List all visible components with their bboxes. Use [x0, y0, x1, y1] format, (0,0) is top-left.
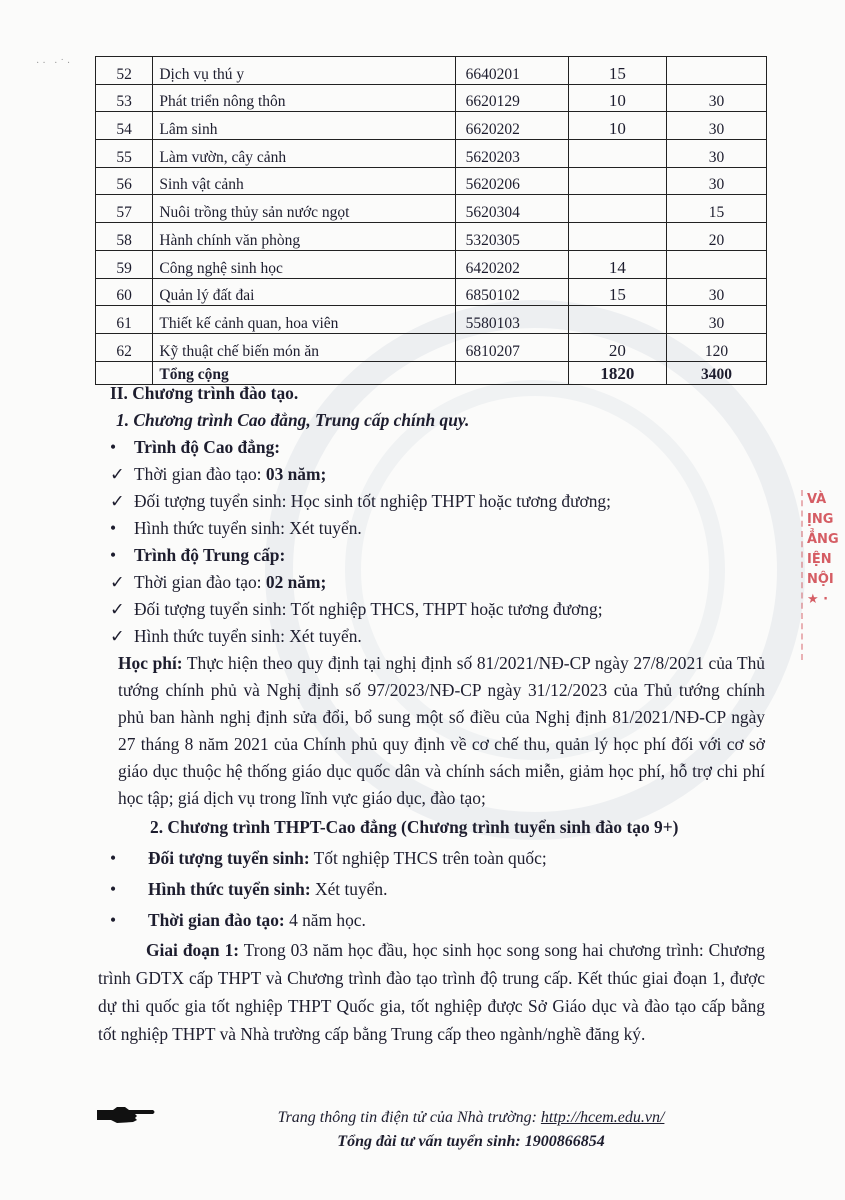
intermediate-quota-cell: 30 — [667, 84, 767, 112]
college-quota-cell: 15 — [568, 278, 666, 306]
program-code-cell: 6620202 — [455, 112, 568, 140]
college-quota-cell — [568, 195, 666, 223]
program-name-cell: Nuôi trồng thủy sản nước ngọt — [153, 195, 455, 223]
footer-hotline: Tổng đài tư vấn tuyển sinh: 1900866854 — [337, 1133, 605, 1150]
bullet-icon: • — [110, 518, 117, 538]
tuition-label: Học phí: — [118, 653, 183, 673]
check-item — [110, 623, 765, 650]
program-name-cell: Kỹ thuật chế biến món ăn — [153, 333, 455, 361]
program-code-cell: 5620206 — [455, 167, 568, 195]
table-row — [96, 140, 767, 168]
admissions-quota-table — [95, 56, 767, 385]
stamp-text: IỆN — [807, 552, 832, 567]
bullet-icon: • — [110, 437, 117, 457]
intermediate-form: Hình thức tuyển sinh: Xét tuyển. — [134, 626, 362, 646]
row-number-cell: 55 — [96, 140, 153, 168]
program2-time-label: Thời gian đào tạo: — [148, 910, 285, 930]
intermediate-quota-cell: 30 — [667, 167, 767, 195]
program-name-cell: Công nghệ sinh học — [153, 250, 455, 278]
section-heading: II. Chương trình đào tạo. — [110, 383, 299, 403]
college-quota-cell — [568, 306, 666, 334]
college-quota-cell: 20 — [568, 333, 666, 361]
program-code-cell: 6620129 — [455, 84, 568, 112]
program-code-cell: 5580103 — [455, 306, 568, 334]
stamp-star-icon: ★ · — [807, 592, 829, 607]
row-number-cell: 54 — [96, 112, 153, 140]
tuition-paragraph — [118, 650, 765, 812]
check-icon: ✓ — [110, 599, 125, 619]
row-number-cell: 56 — [96, 167, 153, 195]
page-footer — [95, 1106, 767, 1154]
table-row — [96, 223, 767, 251]
college-quota-cell: 10 — [568, 112, 666, 140]
program-name-cell: Phát triển nông thôn — [153, 84, 455, 112]
footer-website-line — [95, 1106, 767, 1130]
bullet-item — [110, 515, 765, 542]
intermediate-quota-cell — [667, 250, 767, 278]
program-code-cell: 6640201 — [455, 57, 568, 85]
intermediate-level-heading: Trình độ Trung cấp: — [134, 545, 286, 565]
table-row — [96, 57, 767, 85]
check-icon: ✓ — [110, 491, 125, 511]
subsection-heading-1: 1. Chương trình Cao đẳng, Trung cấp chính quy. — [116, 410, 470, 430]
intermediate-target: Đối tượng tuyển sinh: Tốt nghiệp THCS, THPT hoặc tương đương; — [134, 599, 603, 619]
intermediate-quota-cell: 15 — [667, 195, 767, 223]
intermediate-quota-cell: 30 — [667, 112, 767, 140]
scan-specks: ·· ·˙· — [36, 58, 74, 69]
bullet-icon: • — [110, 848, 117, 868]
program-code-cell: 6810207 — [455, 333, 568, 361]
row-number-cell: 52 — [96, 57, 153, 85]
college-quota-cell: 14 — [568, 250, 666, 278]
program-name-cell: Hành chính văn phòng — [153, 223, 455, 251]
college-target: Đối tượng tuyển sinh: Học sinh tốt nghiệp THPT hoặc tương đương; — [134, 491, 611, 511]
intermediate-quota-cell: 20 — [667, 223, 767, 251]
row-number-cell: 59 — [96, 250, 153, 278]
program2-form-label: Hình thức tuyển sinh: — [148, 879, 311, 899]
red-seal-stamp — [801, 490, 845, 660]
table-row — [96, 250, 767, 278]
intermediate-quota-cell: 30 — [667, 278, 767, 306]
table-row — [96, 84, 767, 112]
intermediate-time-label: Thời gian đào tạo: — [134, 572, 266, 592]
row-number-cell: 62 — [96, 333, 153, 361]
program-code-cell: 5320305 — [455, 223, 568, 251]
program-name-cell: Sinh vật cảnh — [153, 167, 455, 195]
pointing-hand-icon — [95, 1104, 157, 1126]
bullet-icon: • — [110, 545, 117, 565]
program-code-cell: 5620203 — [455, 140, 568, 168]
bullet-item — [110, 907, 765, 934]
program-name-cell: Thiết kế cảnh quan, hoa viên — [153, 306, 455, 334]
intermediate-quota-cell: 30 — [667, 306, 767, 334]
check-icon: ✓ — [110, 464, 125, 484]
bullet-icon: • — [110, 879, 117, 899]
check-item — [110, 488, 765, 515]
table-row — [96, 195, 767, 223]
check-item — [110, 569, 765, 596]
intermediate-quota-cell: 30 — [667, 140, 767, 168]
stamp-text: VÀ — [807, 492, 827, 507]
table-row — [96, 278, 767, 306]
college-quota-cell — [568, 167, 666, 195]
bullet-item — [110, 542, 765, 569]
row-number-cell: 57 — [96, 195, 153, 223]
program2-form-value: Xét tuyển. — [310, 879, 388, 899]
table-row — [96, 333, 767, 361]
tuition-text: Thực hiện theo quy định tại nghị định số 81/2021/NĐ-CP ngày 27/8/2021 của Thủ tướng chính phủ và Nghị định số 97/2023/NĐ-CP ngày 31/12/2023 của Thủ tướng chính phủ ban hành nghị định sửa đổi, bổ sung một số điều của Nghị định 81/2021/NĐ-CP ngày 27 tháng 8 năm 2021 của Chính phủ quy định về cơ chế thu, quản lý học phí đối với cơ sở giáo dục thuộc hệ thống giáo dục quốc dân và chính sách miễn, giảm học phí, hỗ trợ chi phí học tập; giá dịch vụ trong lĩnh vực giáo dục, đào tạo; — [118, 653, 765, 808]
program-name-cell: Lâm sinh — [153, 112, 455, 140]
college-time-label: Thời gian đào tạo: — [134, 464, 266, 484]
college-quota-cell: 15 — [568, 57, 666, 85]
table-row — [96, 167, 767, 195]
bullet-item — [110, 876, 765, 903]
bullet-icon: • — [110, 910, 117, 930]
footer-website-link[interactable]: http://hcem.edu.vn/ — [540, 1109, 665, 1126]
row-number-cell: 53 — [96, 84, 153, 112]
program-code-cell: 5620304 — [455, 195, 568, 223]
total-college-cell: 1820 — [568, 361, 666, 384]
college-level-heading: Trình độ Cao đẳng: — [134, 437, 281, 457]
stamp-text: ẲNG — [807, 532, 839, 547]
college-quota-cell — [568, 140, 666, 168]
check-item — [110, 461, 765, 488]
table-row — [96, 306, 767, 334]
college-time-value: 03 năm; — [265, 464, 327, 484]
college-quota-cell: 10 — [568, 84, 666, 112]
intermediate-quota-cell: 120 — [667, 333, 767, 361]
check-icon: ✓ — [110, 626, 125, 646]
total-intermediate-cell: 3400 — [667, 361, 767, 384]
program-code-cell: 6420202 — [455, 250, 568, 278]
check-icon: ✓ — [110, 572, 125, 592]
row-number-cell: 60 — [96, 278, 153, 306]
bullet-item — [110, 845, 765, 872]
stage-label: Giai đoạn 1: — [146, 940, 240, 960]
stage-paragraph — [98, 936, 765, 1048]
program2-target-label: Đối tượng tuyển sinh: — [148, 848, 310, 868]
stamp-text: NỘI — [807, 572, 834, 587]
college-quota-cell — [568, 223, 666, 251]
program2-target-value: Tốt nghiệp THCS trên toàn quốc; — [309, 848, 547, 868]
program-name-cell: Dịch vụ thú y — [153, 57, 455, 85]
total-label-cell: Tổng cộng — [153, 361, 455, 384]
intermediate-time-value: 02 năm; — [265, 572, 327, 592]
stage-text: Trong 03 năm học đầu, học sinh học song song hai chương trình: Chương trình GDTX cấp THPT và Chương trình đào tạo trình độ trung cấp. Kết thúc giai đoạn 1, được dự thi quốc gia tốt nghiệp THPT Quốc gia, tốt nghiệp được Sở Giáo dục và đào tạo cấp bằng tốt nghiệp THPT và Nhà trường cấp bằng Trung cấp theo ngành/nghề đăng ký. — [98, 940, 765, 1044]
stamp-text: ỊNG — [807, 512, 834, 527]
table-row — [96, 112, 767, 140]
bullet-item — [110, 434, 765, 461]
row-number-cell: 61 — [96, 306, 153, 334]
program-name-cell: Quản lý đất đai — [153, 278, 455, 306]
intermediate-quota-cell — [667, 57, 767, 85]
check-item — [110, 596, 765, 623]
row-number-cell: 58 — [96, 223, 153, 251]
subsection-heading-2: 2. Chương trình THPT-Cao đẳng (Chương trình tuyển sinh đào tạo 9+) — [150, 817, 679, 837]
program-name-cell: Làm vườn, cây cảnh — [153, 140, 455, 168]
footer-website-label: Trang thông tin điện tử của Nhà trường: — [277, 1109, 541, 1126]
college-form: Hình thức tuyển sinh: Xét tuyển. — [134, 518, 362, 538]
program2-time-value: 4 năm học. — [284, 910, 366, 930]
training-program-section — [98, 380, 765, 1048]
program-code-cell: 6850102 — [455, 278, 568, 306]
